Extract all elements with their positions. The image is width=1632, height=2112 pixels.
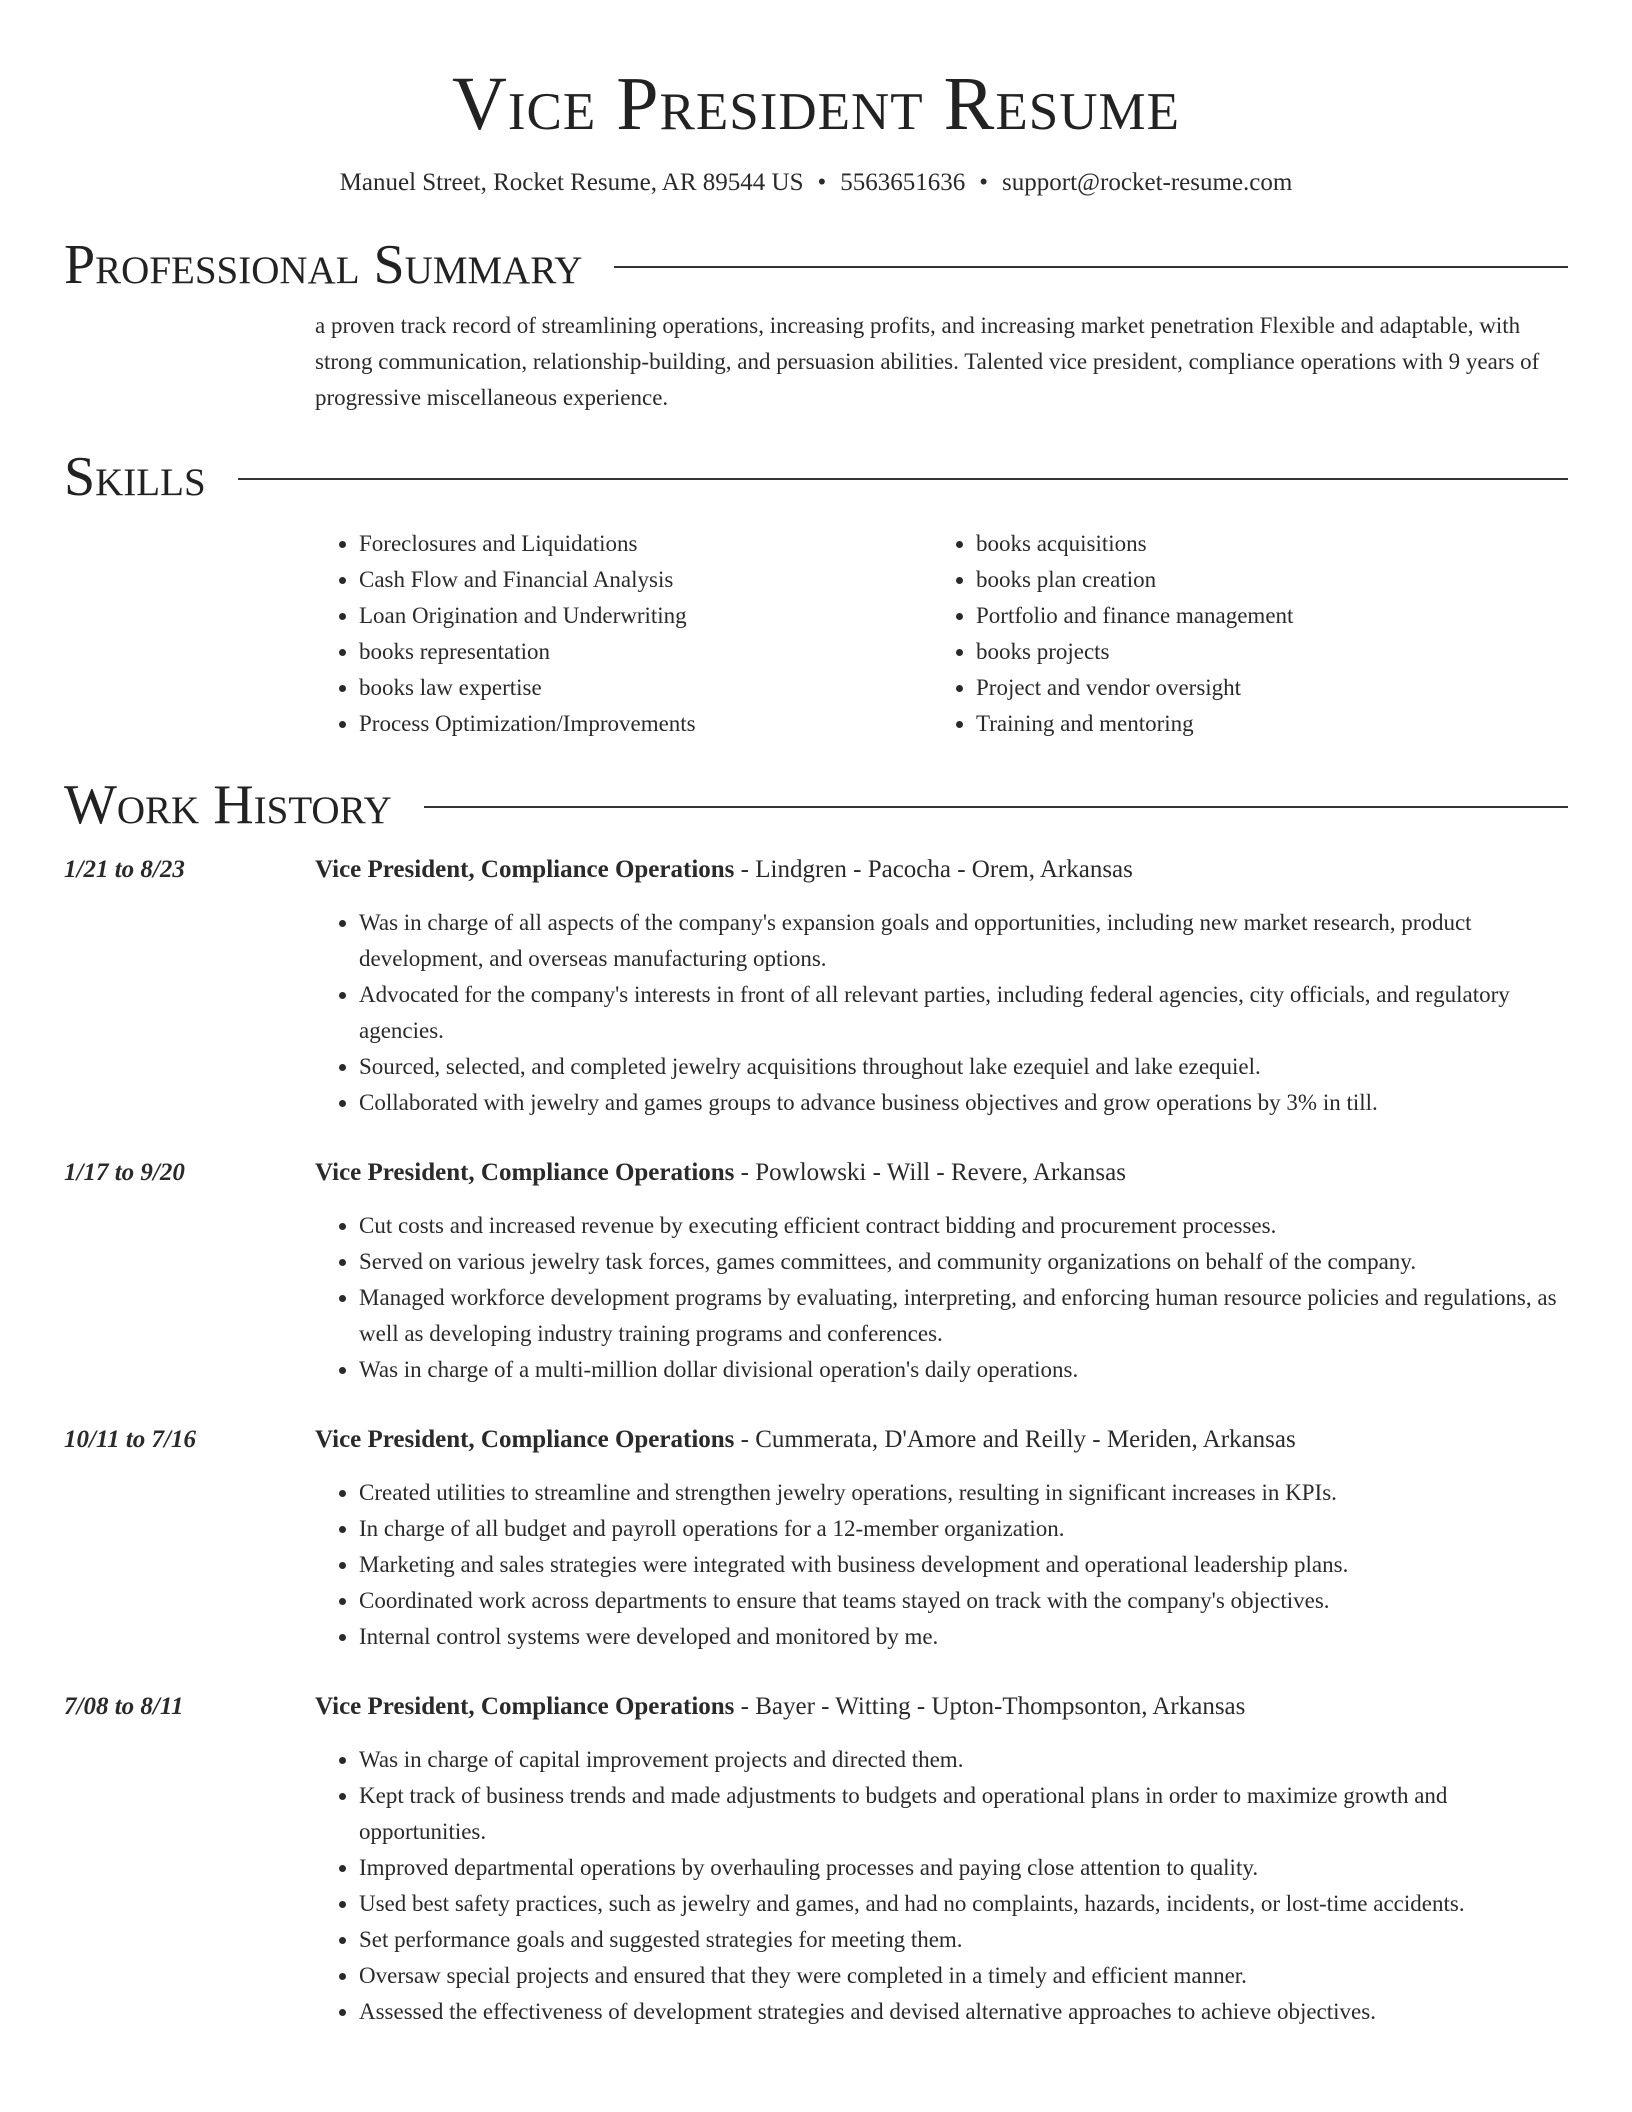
skill-item: • Training and mentoring: [976, 706, 1549, 742]
job-bullet: • Was in charge of all aspects of the company's expansion goals and opportunities, including new market research, product development, and overseas manufacturing options.: [359, 905, 1568, 977]
job-title-line: [315, 1689, 1568, 1725]
job-bullet: • Created utilities to streamline and strengthen jewelry operations, resulting in significant increases in KPIs.: [359, 1475, 1568, 1511]
section-divider: [238, 478, 1568, 480]
job-title: Vice President, Compliance Operations: [315, 856, 735, 883]
job-title-line: [315, 852, 1568, 888]
summary-section-header: [64, 234, 1568, 296]
job-bullet: • Used best safety practices, such as jewelry and games, and had no complaints, hazards, incidents, or lost-time accidents.: [359, 1886, 1568, 1922]
job-bullet: • In charge of all budget and payroll operations for a 12-member organization.: [359, 1511, 1568, 1547]
job-bullets: [315, 1742, 1568, 2030]
contact-separator: •: [817, 169, 827, 196]
skills-heading: Skills: [64, 446, 206, 508]
job-bullet: • Set performance goals and suggested strategies for meeting them.: [359, 1922, 1568, 1958]
job-title-line: [315, 1155, 1568, 1191]
job-bullet: • Oversaw special projects and ensured that they were completed in a timely and efficient manner.: [359, 1958, 1568, 1994]
skill-item: • Project and vendor oversight: [976, 670, 1549, 706]
job-dates: 1/21 to 8/23: [64, 856, 185, 883]
job-bullet: • Was in charge of a multi-million dollar divisional operation's daily operations.: [359, 1352, 1568, 1388]
skill-item: • books acquisitions: [976, 526, 1549, 562]
job-bullets: [315, 1208, 1568, 1388]
job-title: Vice President, Compliance Operations: [315, 1159, 735, 1186]
job-entry: [64, 1689, 1568, 2030]
summary-section: [315, 308, 1568, 416]
job-bullet: • Internal control systems were developed and monitored by me.: [359, 1619, 1568, 1655]
contact-email: support@rocket-resume.com: [1002, 169, 1293, 196]
skill-item: • books representation: [359, 634, 932, 670]
skills-section-header: [64, 446, 1568, 508]
job-bullet: • Managed workforce development programs by evaluating, interpreting, and enforcing human resource policies and regulations, as well as developing industry training programs and conferences.: [359, 1280, 1568, 1352]
job-bullet: • Coordinated work across departments to ensure that teams stayed on track with the company's objectives.: [359, 1583, 1568, 1619]
skill-item: • Loan Origination and Underwriting: [359, 598, 932, 634]
job-dates: 1/17 to 9/20: [64, 1159, 185, 1186]
work-section-header: [64, 774, 1568, 836]
job-dates: 7/08 to 8/11: [64, 1693, 184, 1720]
contact-separator: •: [979, 169, 989, 196]
work-heading: Work History: [64, 774, 392, 836]
job-company: - Lindgren - Pacocha - Orem, Arkansas: [734, 856, 1133, 883]
skills-list-left: [315, 526, 932, 742]
skill-item: • books law expertise: [359, 670, 932, 706]
job-entry: [64, 1155, 1568, 1388]
skills-list-right: [932, 526, 1549, 742]
job-details: [315, 1155, 1568, 1388]
job-bullet: • Assessed the effectiveness of development strategies and devised alternative approaches to achieve objectives.: [359, 1994, 1568, 2030]
job-bullet: • Sourced, selected, and completed jewelry acquisitions throughout lake ezequiel and lake ezequiel.: [359, 1049, 1568, 1085]
job-title-line: [315, 1422, 1568, 1458]
section-divider: [424, 806, 1568, 808]
job-bullet: • Advocated for the company's interests in front of all relevant parties, including federal agencies, city officials, and regulatory agencies.: [359, 977, 1568, 1049]
job-entry: [64, 1422, 1568, 1655]
job-bullet: • Kept track of business trends and made adjustments to budgets and operational plans in order to maximize growth and opportunities.: [359, 1778, 1568, 1850]
job-bullet: • Was in charge of capital improvement projects and directed them.: [359, 1742, 1568, 1778]
job-details: [315, 1689, 1568, 2030]
skills-section: [315, 526, 1568, 742]
skill-item: • Cash Flow and Financial Analysis: [359, 562, 932, 598]
resume-page: [64, 0, 1568, 2030]
resume-title: Vice President Resume: [452, 62, 1180, 146]
contact-line: [64, 166, 1568, 200]
skill-item: • books projects: [976, 634, 1549, 670]
job-title: Vice President, Compliance Operations: [315, 1426, 735, 1453]
job-company: - Powlowski - Will - Revere, Arkansas: [734, 1159, 1126, 1186]
skill-item: • Foreclosures and Liquidations: [359, 526, 932, 562]
skill-item: • books plan creation: [976, 562, 1549, 598]
job-company: - Bayer - Witting - Upton-Thompsonton, Arkansas: [734, 1693, 1246, 1720]
job-entry: [64, 852, 1568, 1121]
job-bullet: • Served on various jewelry task forces, games committees, and community organizations on behalf of the company.: [359, 1244, 1568, 1280]
job-details: [315, 1422, 1568, 1655]
job-title: Vice President, Compliance Operations: [315, 1693, 735, 1720]
job-details: [315, 852, 1568, 1121]
job-company: - Cummerata, D'Amore and Reilly - Meriden, Arkansas: [734, 1426, 1296, 1453]
contact-address: Manuel Street, Rocket Resume, AR 89544 US: [339, 169, 804, 196]
job-bullet: • Cut costs and increased revenue by executing efficient contract bidding and procurement processes.: [359, 1208, 1568, 1244]
skill-item: • Process Optimization/Improvements: [359, 706, 932, 742]
job-dates: 10/11 to 7/16: [64, 1426, 196, 1453]
job-bullet: • Improved departmental operations by overhauling processes and paying close attention to quality.: [359, 1850, 1568, 1886]
summary-heading: Professional Summary: [64, 234, 583, 296]
job-bullets: [315, 905, 1568, 1121]
contact-phone: 5563651636: [840, 169, 966, 196]
summary-text: a proven track record of streamlining operations, increasing profits, and increasing market penetration Flexible and adaptable, with strong communication, relationship-building, and persuasion abilities. Talented vice president, compliance operations with 9 years of progressive miscellaneous experience.: [315, 313, 1540, 410]
job-bullets: [315, 1475, 1568, 1655]
section-divider: [614, 266, 1568, 268]
skill-item: • Portfolio and finance management: [976, 598, 1549, 634]
job-bullet: • Marketing and sales strategies were integrated with business development and operational leadership plans.: [359, 1547, 1568, 1583]
job-bullet: • Collaborated with jewelry and games groups to advance business objectives and grow operations by 3% in till.: [359, 1085, 1568, 1121]
